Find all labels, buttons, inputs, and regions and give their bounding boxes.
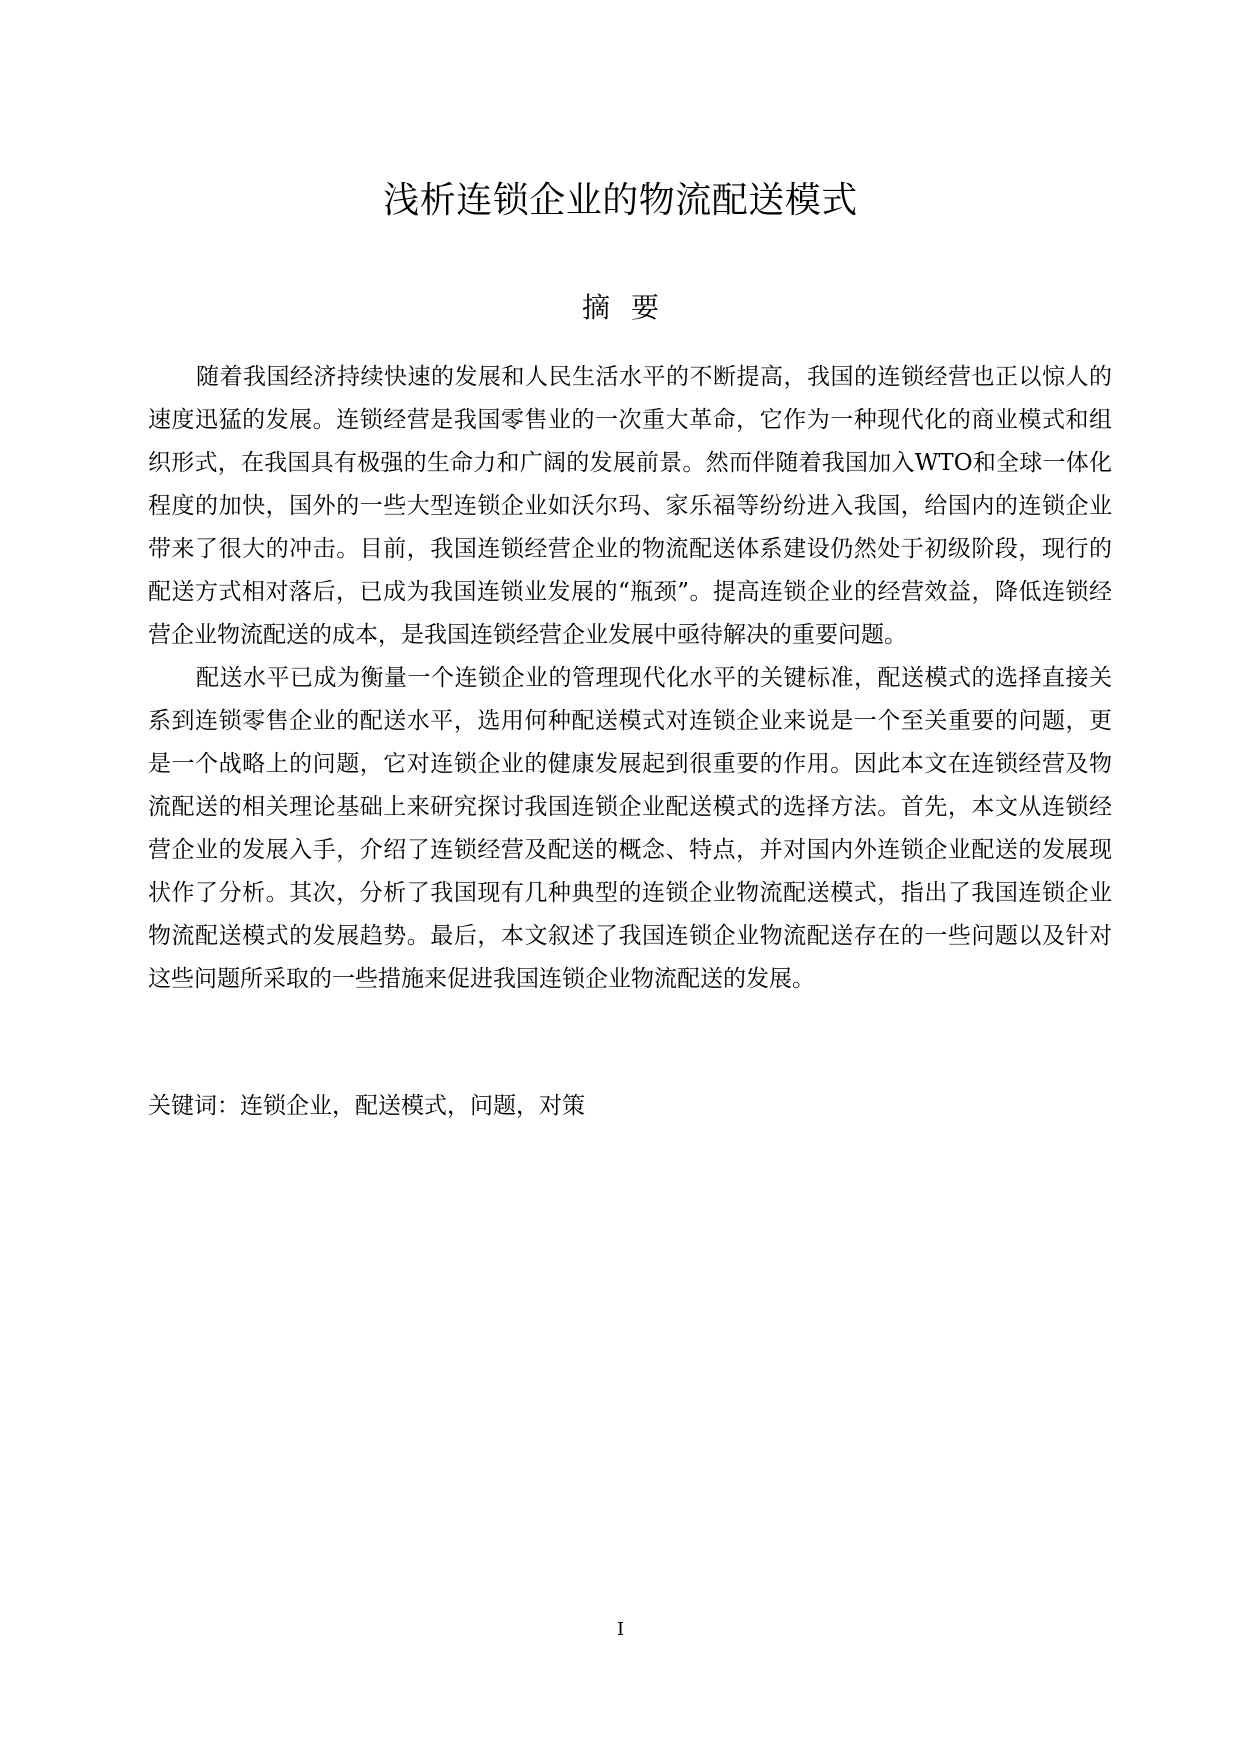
- abstract-body: [148, 356, 1112, 1001]
- abstract-paragraph-2: 配送水平已成为衡量一个连锁企业的管理现代化水平的关键标准，配送模式的选择直接关系到连锁零售企业的配送水平，选用何种配送模式对连锁企业来说是一个至关重要的问题，更是一个战略上的问题，它对连锁企业的健康发展起到很重要的作用。因此本文在连锁经营及物流配送的相关理论基础上来研究探讨我国连锁企业配送模式的选择方法。首先，本文从连锁经营企业的发展入手，介绍了连锁经营及配送的概念、特点，并对国内外连锁企业配送的发展现状作了分析。其次，分析了我国现有几种典型的连锁企业物流配送模式，指出了我国连锁企业物流配送模式的发展趋势。最后，本文叙述了我国连锁企业物流配送存在的一些问题以及针对这些问题所采取的一些措施来促进我国连锁企业物流配送的发展。: [148, 665, 1112, 992]
- page-number: I: [616, 1619, 625, 1640]
- keywords-line: 关键词：连锁企业，配送模式，问题，对策: [148, 1093, 585, 1119]
- document-title: 浅析连锁企业的物流配送模式: [383, 180, 858, 221]
- abstract-heading: 摘 要: [582, 291, 659, 324]
- abstract-paragraph-1: 随着我国经济持续快速的发展和人民生活水平的不断提高，我国的连锁经营也正以惊人的速度迅猛的发展。连锁经营是我国零售业的一次重大革命，它作为一种现代化的商业模式和组织形式，在我国具有极强的生命力和广阔的发展前景。然而伴随着我国加入WTO和全球一体化程度的加快，国外的一些大型连锁企业如沃尔玛、家乐福等纷纷进入我国，给国内的连锁企业带来了很大的冲击。目前，我国连锁经营企业的物流配送体系建设仍然处于初级阶段，现行的配送方式相对落后，已成为我国连锁业发展的“瓶颈”。提高连锁企业的经营效益，降低连锁经营企业物流配送的成本，是我国连锁经营企业发展中亟待解决的重要问题。: [148, 364, 1112, 648]
